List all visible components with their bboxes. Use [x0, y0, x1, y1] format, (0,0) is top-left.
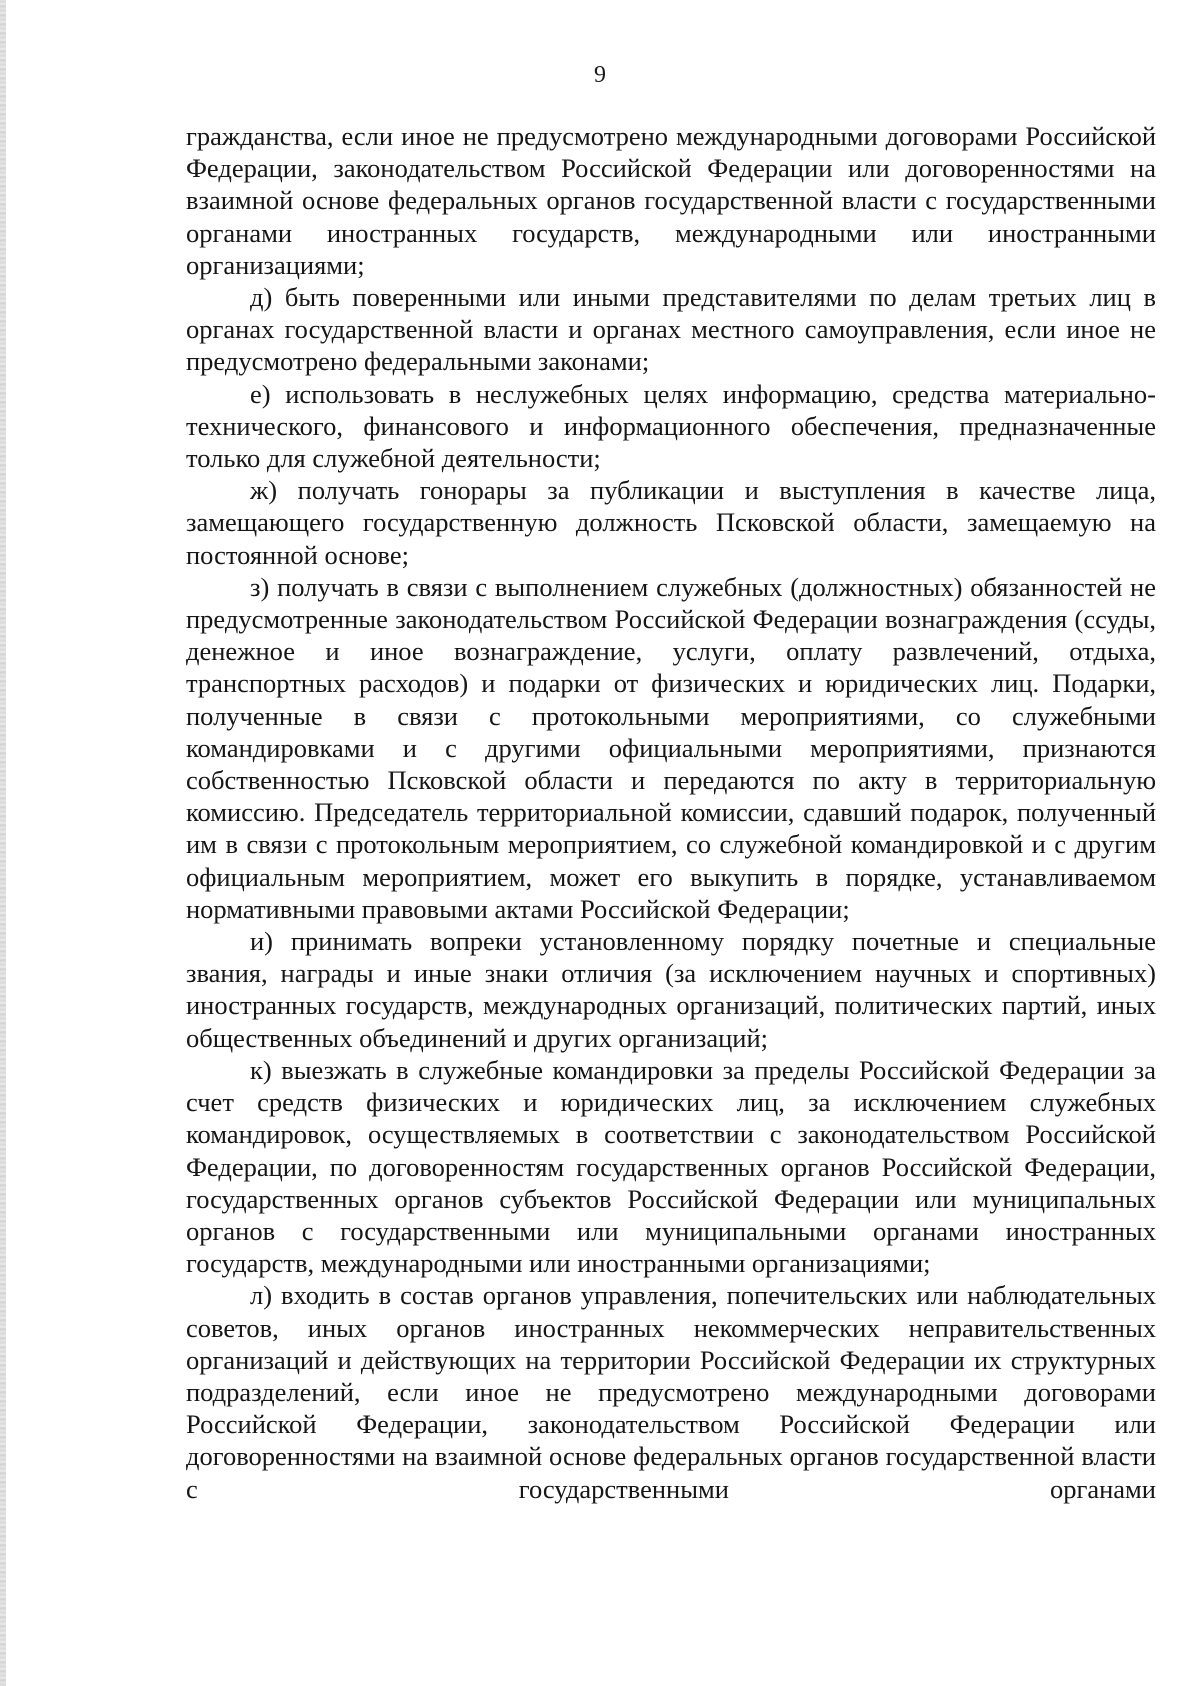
- page-number: 9: [594, 62, 606, 88]
- paragraph-item-z: з) получать в связи с выполнением служебных (должностных) обязанностей не предусмотренные законодательством Российской Федерации вознаграждения (ссуды, денежное и иное вознаграждение, услуги, оплату развлечений, отдыха, транспортных расходов) и подарки от физических и юридических лиц. Подарки, полученные в связи с протокольными мероприятиями, со служебными командировками и с другими официальными мероприятиями, признаются собственностью Псковской области и передаются по акту в территориальную комиссию. Председатель территориальной комиссии, сдавший подарок, полученный им в связи с протокольным мероприятием, со служебной командировкой и с другим официальным мероприятием, может его выкупить в порядке, устанавливаемом нормативными правовыми актами Российской Федерации;: [186, 571, 1156, 924]
- paragraph-item-l: л) входить в состав органов управления, попечительских или наблюдательных советов, иных органов иностранных некоммерческих неправительственных организаций и действующих на территории Российской Федерации их структурных подразделений, если иное не предусмотрено международными договорами Российской Федерации, законодательством Российской Федерации или договоренностями на взаимной основе федеральных органов государственной власти с государственными органами: [186, 1280, 1156, 1504]
- scan-edge-decoration: [0, 0, 6, 1686]
- paragraph-item-zh: ж) получать гонорары за публикации и выступления в качестве лица, замещающего государственную должность Псковской области, замещаемую на постоянной основе;: [186, 475, 1156, 570]
- paragraph-item-d: д) быть поверенными или иными представителями по делам третьих лиц в органах государственной власти и органах местного самоуправления, если иное не предусмотрено федеральными законами;: [186, 282, 1156, 377]
- paragraph-item-k: к) выезжать в служебные командировки за пределы Российской Федерации за счет средств физических и юридических лиц, за исключением служебных командировок, осуществляемых в соответствии с законодательством Российской Федерации, по договоренностям государственных органов Российской Федерации, государственных органов субъектов Российской Федерации или муниципальных органов с государственными или муниципальными органами иностранных государств, международными или иностранными организациями;: [186, 1054, 1156, 1279]
- paragraph-item-e: е) использовать в неслужебных целях информацию, средства материально-технического, финансового и информационного обеспечения, предназначенные только для служебной деятельности;: [186, 378, 1156, 474]
- paragraph-continuation: гражданства, если иное не предусмотрено международными договорами Российской Федерации, законодательством Российской Федерации или договоренностями на взаимной основе федеральных органов государственной власти с государственными органами иностранных государств, международными или иностранными организациями;: [186, 121, 1156, 280]
- paragraph-item-i: и) принимать вопреки установленному порядку почетные и специальные звания, награды и иные знаки отличия (за исключением научных и спортивных) иностранных государств, международных организаций, политических партий, иных общественных объединений и других организаций;: [186, 926, 1156, 1053]
- document-body: [186, 120, 1156, 1505]
